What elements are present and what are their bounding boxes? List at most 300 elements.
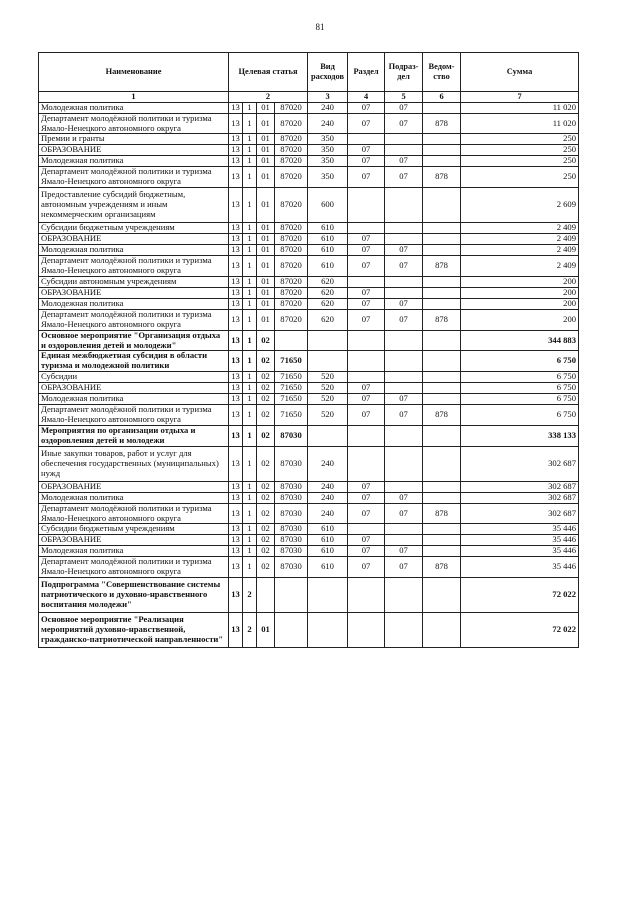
cell-kind: 350	[308, 167, 348, 188]
cell-subsection: 07	[385, 492, 423, 503]
cell-name: Субсидии	[39, 372, 229, 383]
cell-target-b: 1	[243, 405, 257, 426]
table-row	[39, 330, 579, 351]
cell-target-a: 13	[229, 330, 243, 351]
cell-subsection	[385, 535, 423, 546]
cell-department	[423, 234, 461, 245]
cell-kind: 610	[308, 535, 348, 546]
cell-target-c: 01	[257, 298, 275, 309]
cell-sum: 2 409	[461, 245, 579, 256]
cell-target-a: 13	[229, 535, 243, 546]
cell-section: 07	[348, 481, 385, 492]
header-kind: Вид расходов	[308, 53, 348, 92]
cell-target-d: 87030	[275, 546, 308, 557]
cell-subsection	[385, 188, 423, 223]
cell-target-b: 1	[243, 276, 257, 287]
cell-department	[423, 524, 461, 535]
cell-kind	[308, 351, 348, 372]
col-number: 3	[308, 92, 348, 103]
col-number: 7	[461, 92, 579, 103]
cell-target-b: 1	[243, 256, 257, 277]
cell-subsection: 07	[385, 167, 423, 188]
table-row	[39, 234, 579, 245]
cell-target-c: 01	[257, 156, 275, 167]
cell-name: Основное мероприятие "Реализация мероприятий духовно-нравственной, гражданско-патриотической направленности"	[39, 613, 229, 648]
cell-subsection	[385, 287, 423, 298]
cell-target-c: 01	[257, 256, 275, 277]
cell-sum: 6 750	[461, 372, 579, 383]
cell-department: 878	[423, 309, 461, 330]
cell-name: Департамент молодёжной политики и туризма Ямало-Ненецкого автономного округа	[39, 557, 229, 578]
table-row	[39, 578, 579, 613]
cell-subsection	[385, 351, 423, 372]
cell-subsection: 07	[385, 503, 423, 524]
cell-kind: 610	[308, 223, 348, 234]
col-number: 2	[229, 92, 308, 103]
cell-target-c: 01	[257, 188, 275, 223]
cell-kind	[308, 613, 348, 648]
cell-target-a: 13	[229, 524, 243, 535]
cell-kind: 620	[308, 276, 348, 287]
cell-target-c: 02	[257, 535, 275, 546]
cell-target-c: 02	[257, 446, 275, 481]
cell-section: 07	[348, 546, 385, 557]
cell-target-b: 1	[243, 102, 257, 113]
cell-target-d: 87030	[275, 492, 308, 503]
cell-target-b: 1	[243, 425, 257, 446]
header-name: Наименование	[39, 53, 229, 92]
table-row	[39, 256, 579, 277]
cell-target-d: 87020	[275, 188, 308, 223]
table-row	[39, 276, 579, 287]
cell-target-c: 01	[257, 309, 275, 330]
cell-target-b: 1	[243, 372, 257, 383]
cell-section	[348, 188, 385, 223]
cell-target-a: 13	[229, 546, 243, 557]
table-row	[39, 535, 579, 546]
table-row	[39, 425, 579, 446]
cell-subsection	[385, 330, 423, 351]
cell-target-c: 02	[257, 546, 275, 557]
cell-sum: 6 750	[461, 405, 579, 426]
cell-subsection	[385, 425, 423, 446]
cell-section: 07	[348, 492, 385, 503]
col-number: 6	[423, 92, 461, 103]
cell-target-b: 1	[243, 524, 257, 535]
cell-name: ОБРАЗОВАНИЕ	[39, 234, 229, 245]
cell-department	[423, 578, 461, 613]
cell-section: 07	[348, 245, 385, 256]
cell-section: 07	[348, 102, 385, 113]
cell-kind: 520	[308, 372, 348, 383]
cell-target-c: 02	[257, 372, 275, 383]
cell-target-c: 02	[257, 383, 275, 394]
cell-target-d: 87020	[275, 134, 308, 145]
cell-sum: 35 446	[461, 524, 579, 535]
cell-subsection	[385, 383, 423, 394]
cell-target-d: 87020	[275, 145, 308, 156]
cell-section	[348, 446, 385, 481]
cell-section: 07	[348, 394, 385, 405]
cell-department	[423, 351, 461, 372]
cell-subsection: 07	[385, 405, 423, 426]
cell-section: 07	[348, 405, 385, 426]
cell-target-a: 13	[229, 102, 243, 113]
cell-name: ОБРАЗОВАНИЕ	[39, 287, 229, 298]
cell-kind: 620	[308, 298, 348, 309]
cell-name: Молодежная политика	[39, 492, 229, 503]
cell-name: Молодежная политика	[39, 546, 229, 557]
cell-target-b: 1	[243, 446, 257, 481]
cell-subsection	[385, 446, 423, 481]
cell-sum: 6 750	[461, 351, 579, 372]
table-row	[39, 298, 579, 309]
cell-kind: 610	[308, 245, 348, 256]
cell-subsection	[385, 481, 423, 492]
cell-section	[348, 524, 385, 535]
cell-target-b: 1	[243, 330, 257, 351]
cell-subsection: 07	[385, 102, 423, 113]
cell-name: Субсидии бюджетным учреждениям	[39, 524, 229, 535]
header-section: Раздел	[348, 53, 385, 92]
cell-target-a: 13	[229, 613, 243, 648]
cell-section: 07	[348, 167, 385, 188]
cell-kind: 240	[308, 102, 348, 113]
cell-target-b: 1	[243, 287, 257, 298]
cell-department	[423, 134, 461, 145]
cell-section	[348, 223, 385, 234]
cell-section: 07	[348, 156, 385, 167]
cell-target-c: 02	[257, 351, 275, 372]
cell-department	[423, 446, 461, 481]
cell-target-a: 13	[229, 298, 243, 309]
cell-subsection	[385, 134, 423, 145]
cell-sum: 6 750	[461, 394, 579, 405]
cell-name: Субсидии автономным учреждениям	[39, 276, 229, 287]
cell-target-b: 1	[243, 492, 257, 503]
cell-kind: 610	[308, 557, 348, 578]
cell-sum: 2 409	[461, 234, 579, 245]
cell-target-d: 87030	[275, 535, 308, 546]
cell-target-d	[275, 578, 308, 613]
cell-section	[348, 276, 385, 287]
cell-kind: 520	[308, 383, 348, 394]
cell-name: Департамент молодёжной политики и туризма Ямало-Ненецкого автономного округа	[39, 309, 229, 330]
cell-target-c: 02	[257, 405, 275, 426]
cell-target-a: 13	[229, 503, 243, 524]
cell-name: Департамент молодёжной политики и туризма Ямало-Ненецкого автономного округа	[39, 503, 229, 524]
table-row	[39, 188, 579, 223]
header-subsection: Подраз-дел	[385, 53, 423, 92]
cell-name: Предоставление субсидий бюджетным, автономным учреждениям и иным некоммерческим организациям	[39, 188, 229, 223]
header-department: Ведом-ство	[423, 53, 461, 92]
cell-target-a: 13	[229, 492, 243, 503]
cell-sum: 2 409	[461, 256, 579, 277]
cell-sum: 2 409	[461, 223, 579, 234]
cell-kind: 240	[308, 113, 348, 134]
table-row	[39, 245, 579, 256]
cell-kind: 610	[308, 524, 348, 535]
cell-target-b: 1	[243, 394, 257, 405]
table-row	[39, 557, 579, 578]
cell-target-a: 13	[229, 167, 243, 188]
cell-target-a: 13	[229, 351, 243, 372]
cell-department: 878	[423, 503, 461, 524]
cell-target-b: 1	[243, 223, 257, 234]
cell-target-b: 1	[243, 298, 257, 309]
cell-target-b: 1	[243, 481, 257, 492]
table-row	[39, 503, 579, 524]
cell-department	[423, 156, 461, 167]
cell-section	[348, 330, 385, 351]
cell-name: Молодежная политика	[39, 102, 229, 113]
cell-name: Молодежная политика	[39, 156, 229, 167]
header-sum: Сумма	[461, 53, 579, 92]
cell-target-c: 02	[257, 425, 275, 446]
cell-sum: 302 687	[461, 481, 579, 492]
cell-sum: 200	[461, 298, 579, 309]
cell-section: 07	[348, 309, 385, 330]
cell-department	[423, 372, 461, 383]
cell-kind: 620	[308, 287, 348, 298]
cell-section	[348, 578, 385, 613]
cell-sum: 6 750	[461, 383, 579, 394]
cell-subsection	[385, 372, 423, 383]
cell-target-b: 1	[243, 351, 257, 372]
cell-target-c: 02	[257, 492, 275, 503]
cell-target-a: 13	[229, 446, 243, 481]
cell-kind: 240	[308, 446, 348, 481]
cell-target-a: 13	[229, 113, 243, 134]
cell-target-b: 1	[243, 503, 257, 524]
cell-target-a: 13	[229, 287, 243, 298]
cell-target-d: 87020	[275, 102, 308, 113]
cell-subsection	[385, 524, 423, 535]
cell-target-a: 13	[229, 481, 243, 492]
cell-sum: 302 687	[461, 492, 579, 503]
cell-sum: 200	[461, 309, 579, 330]
cell-department	[423, 535, 461, 546]
table-row	[39, 446, 579, 481]
cell-name: ОБРАЗОВАНИЕ	[39, 535, 229, 546]
table-row	[39, 102, 579, 113]
cell-target-b: 1	[243, 557, 257, 578]
table-row	[39, 481, 579, 492]
cell-target-d: 87030	[275, 446, 308, 481]
table-row	[39, 492, 579, 503]
cell-kind: 600	[308, 188, 348, 223]
cell-sum: 250	[461, 134, 579, 145]
col-number: 1	[39, 92, 229, 103]
cell-target-c: 01	[257, 613, 275, 648]
cell-name: ОБРАЗОВАНИЕ	[39, 481, 229, 492]
cell-kind: 350	[308, 156, 348, 167]
cell-kind: 520	[308, 394, 348, 405]
cell-subsection: 07	[385, 113, 423, 134]
cell-target-c: 01	[257, 113, 275, 134]
cell-kind	[308, 425, 348, 446]
cell-target-c: 01	[257, 234, 275, 245]
cell-target-a: 13	[229, 188, 243, 223]
cell-target-c: 02	[257, 503, 275, 524]
cell-section	[348, 372, 385, 383]
cell-target-b: 1	[243, 535, 257, 546]
cell-kind	[308, 330, 348, 351]
cell-target-a: 13	[229, 578, 243, 613]
cell-kind: 240	[308, 492, 348, 503]
cell-target-d: 87020	[275, 309, 308, 330]
cell-subsection	[385, 234, 423, 245]
cell-department	[423, 492, 461, 503]
cell-department: 878	[423, 167, 461, 188]
col-number: 4	[348, 92, 385, 103]
cell-subsection: 07	[385, 557, 423, 578]
cell-target-a: 13	[229, 156, 243, 167]
table-row	[39, 223, 579, 234]
cell-target-a: 13	[229, 223, 243, 234]
col-number: 5	[385, 92, 423, 103]
cell-target-b: 1	[243, 145, 257, 156]
cell-kind: 610	[308, 256, 348, 277]
cell-subsection	[385, 223, 423, 234]
table-row	[39, 613, 579, 648]
table-row	[39, 405, 579, 426]
page-number: 81	[315, 22, 325, 32]
cell-target-d: 71650	[275, 372, 308, 383]
table-row	[39, 134, 579, 145]
table-body	[39, 102, 579, 648]
cell-target-d: 87020	[275, 256, 308, 277]
cell-sum: 250	[461, 145, 579, 156]
cell-kind: 610	[308, 546, 348, 557]
cell-sum: 302 687	[461, 446, 579, 481]
table-row	[39, 167, 579, 188]
cell-sum: 344 883	[461, 330, 579, 351]
cell-target-c	[257, 578, 275, 613]
table-row	[39, 287, 579, 298]
cell-target-d: 87020	[275, 245, 308, 256]
cell-target-d: 87020	[275, 298, 308, 309]
cell-subsection	[385, 613, 423, 648]
cell-target-a: 13	[229, 256, 243, 277]
cell-section	[348, 425, 385, 446]
cell-target-d: 71650	[275, 405, 308, 426]
cell-target-d: 87020	[275, 156, 308, 167]
cell-target-c: 02	[257, 394, 275, 405]
table-row	[39, 394, 579, 405]
cell-kind: 240	[308, 481, 348, 492]
cell-name: Премии и гранты	[39, 134, 229, 145]
cell-target-d: 71650	[275, 383, 308, 394]
table-row	[39, 156, 579, 167]
cell-target-b: 1	[243, 546, 257, 557]
cell-target-d: 87020	[275, 276, 308, 287]
cell-sum: 72 022	[461, 578, 579, 613]
cell-target-a: 13	[229, 372, 243, 383]
cell-target-a: 13	[229, 425, 243, 446]
header-target: Целевая статья	[229, 53, 308, 92]
cell-department	[423, 425, 461, 446]
cell-name: Молодежная политика	[39, 298, 229, 309]
cell-target-a: 13	[229, 234, 243, 245]
cell-section: 07	[348, 557, 385, 578]
cell-department	[423, 613, 461, 648]
cell-subsection	[385, 276, 423, 287]
cell-target-a: 13	[229, 245, 243, 256]
cell-subsection	[385, 145, 423, 156]
cell-target-c: 02	[257, 330, 275, 351]
cell-kind: 520	[308, 405, 348, 426]
cell-subsection: 07	[385, 394, 423, 405]
cell-sum: 35 446	[461, 546, 579, 557]
cell-section: 07	[348, 287, 385, 298]
cell-department	[423, 245, 461, 256]
cell-subsection: 07	[385, 546, 423, 557]
cell-target-d: 87020	[275, 287, 308, 298]
cell-section: 07	[348, 298, 385, 309]
cell-sum: 35 446	[461, 557, 579, 578]
cell-target-d: 87030	[275, 557, 308, 578]
table-row	[39, 351, 579, 372]
cell-target-c: 02	[257, 481, 275, 492]
cell-sum: 302 687	[461, 503, 579, 524]
cell-name: Мероприятия по организации отдыха и оздоровления детей и молодежи	[39, 425, 229, 446]
cell-department	[423, 223, 461, 234]
cell-section: 07	[348, 113, 385, 134]
table-row	[39, 309, 579, 330]
cell-department	[423, 546, 461, 557]
cell-target-b: 2	[243, 578, 257, 613]
cell-section	[348, 613, 385, 648]
column-number-row	[39, 92, 579, 103]
cell-target-d	[275, 613, 308, 648]
cell-name: Субсидии бюджетным учреждениям	[39, 223, 229, 234]
cell-target-d: 87030	[275, 503, 308, 524]
table-row	[39, 383, 579, 394]
cell-kind	[308, 578, 348, 613]
cell-department	[423, 145, 461, 156]
cell-target-d: 71650	[275, 351, 308, 372]
cell-section: 07	[348, 383, 385, 394]
cell-target-b: 1	[243, 113, 257, 134]
table-row	[39, 145, 579, 156]
cell-target-b: 1	[243, 383, 257, 394]
table-row	[39, 372, 579, 383]
cell-sum: 2 609	[461, 188, 579, 223]
cell-sum: 200	[461, 287, 579, 298]
cell-name: Молодежная политика	[39, 245, 229, 256]
cell-subsection	[385, 578, 423, 613]
cell-target-a: 13	[229, 557, 243, 578]
cell-section: 07	[348, 503, 385, 524]
cell-target-d: 71650	[275, 394, 308, 405]
cell-subsection: 07	[385, 298, 423, 309]
cell-name: ОБРАЗОВАНИЕ	[39, 383, 229, 394]
cell-sum: 11 020	[461, 102, 579, 113]
cell-target-b: 1	[243, 245, 257, 256]
cell-kind: 610	[308, 234, 348, 245]
cell-department	[423, 298, 461, 309]
cell-name: Единая межбюджетная субсидия в области туризма и молодежной политики	[39, 351, 229, 372]
cell-department	[423, 481, 461, 492]
cell-section: 07	[348, 234, 385, 245]
cell-target-c: 01	[257, 223, 275, 234]
cell-target-c: 01	[257, 287, 275, 298]
cell-section: 07	[348, 145, 385, 156]
cell-kind: 240	[308, 503, 348, 524]
cell-section: 07	[348, 256, 385, 277]
cell-name: Департамент молодёжной политики и туризма Ямало-Ненецкого автономного округа	[39, 113, 229, 134]
